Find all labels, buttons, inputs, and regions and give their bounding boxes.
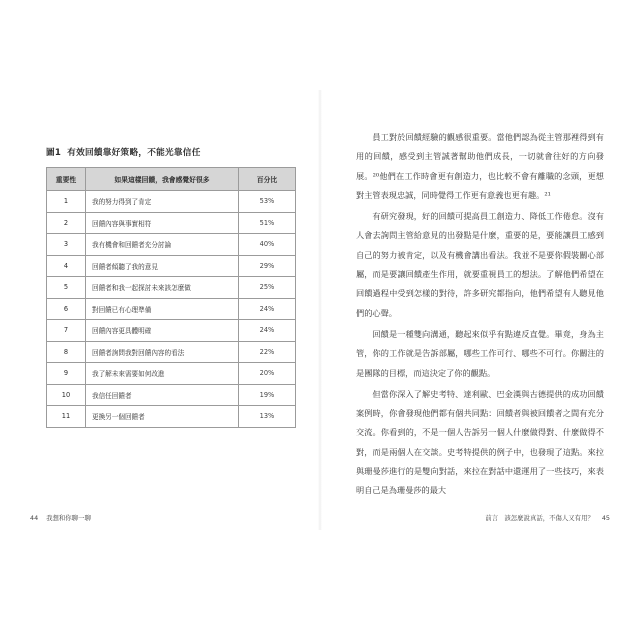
statement-cell: 更換另一個回饋者 (86, 406, 239, 428)
figure-title (46, 146, 207, 158)
rank-cell: 9 (47, 363, 86, 385)
statement-cell: 對回饋已有心理準備 (86, 298, 239, 320)
rank-cell: 10 (47, 384, 86, 406)
table-header-row (47, 168, 296, 191)
table-row (47, 298, 296, 320)
percent-cell: 51% (239, 212, 296, 234)
percent-cell: 24% (239, 298, 296, 320)
percent-cell: 20% (239, 363, 296, 385)
right-page-number: 45 (601, 514, 610, 522)
left-page-folio (30, 513, 91, 522)
percent-cell: 25% (239, 277, 296, 299)
survey-table (46, 167, 296, 428)
statement-cell: 回饋者傾聽了我的意見 (86, 255, 239, 277)
rank-cell: 7 (47, 320, 86, 342)
percent-cell: 22% (239, 341, 296, 363)
left-page-number: 44 (30, 514, 39, 522)
statement-cell: 回饋內容與事實相符 (86, 212, 239, 234)
table-row (47, 320, 296, 342)
percent-cell: 13% (239, 406, 296, 428)
table-row (47, 255, 296, 277)
percent-cell: 53% (239, 191, 296, 213)
table-row (47, 234, 296, 256)
statement-cell: 回饋者和我一起探討未來該怎麼做 (86, 277, 239, 299)
rank-cell: 8 (47, 341, 86, 363)
table-row (47, 212, 296, 234)
percent-cell: 40% (239, 234, 296, 256)
statement-cell: 回饋者詢問我對回饋內容的看法 (86, 341, 239, 363)
header-rank: 重要性 (47, 168, 86, 191)
figure-caption: 有效回饋靠好策略，不能光靠信任 (67, 148, 201, 158)
header-statement: 如果這樣回饋，我會感覺好很多 (86, 168, 239, 191)
table-row (47, 341, 296, 363)
rank-cell: 1 (47, 191, 86, 213)
rank-cell: 4 (47, 255, 86, 277)
statement-cell: 我信任回饋者 (86, 384, 239, 406)
percent-cell: 24% (239, 320, 296, 342)
table-row (47, 363, 296, 385)
rank-cell: 5 (47, 277, 86, 299)
body-paragraph: 但當你深入了解史考特、達利歐、巴金漢與古德提供的成功回饋案例時，你會發現他們都有個共同點：回饋者與被回饋者之間有充分交流。你看到的，不是一個人告訴另一個人什麼做得對、什麼做得不對，而是兩個人在交談。史考特提供的例子中，也發現了這點。來拉與珊曼莎進行的是雙向對話，來拉在對話中還運用了一些技巧，來表明自己是為珊曼莎的最大 (356, 388, 604, 496)
right-page-folio (485, 513, 610, 522)
table-row (47, 277, 296, 299)
statement-cell: 我了解未來需要如何改進 (86, 363, 239, 385)
statement-cell: 我的努力得到了肯定 (86, 191, 239, 213)
rank-cell: 6 (47, 298, 86, 320)
right-running-head: 前言 該怎麼說真話，不傷人又有用？ (485, 514, 594, 522)
body-paragraph: 有研究發現，好的回饋可提高員工創造力、降低工作倦怠。沒有人會去詢問主管給意見的出發點是什麼，重要的是，要能讓員工感到自己的努力被肯定，以及有機會講出看法。我並不是要你假裝關心部屬，而是要讓回饋產生作用，就要重視員工的想法。了解他們希望在回饋過程中受到怎樣的對待，許多研究都指向，他們希望有人聽見他們的心聲。 (356, 211, 604, 318)
header-percent: 百分比 (239, 168, 296, 191)
page-gutter (318, 90, 322, 530)
percent-cell: 19% (239, 384, 296, 406)
table-row (47, 406, 296, 428)
body-paragraph: 回饋是一種雙向溝通，聽起來似乎有點違反直覺。畢竟，身為主管，你的工作就是告訴部屬，哪些工作可行、哪些不可行。你關注的是團隊的目標，而這決定了你的觀點。 (356, 328, 604, 378)
right-page-body (356, 128, 604, 503)
body-paragraph: 員工對於回饋經驗的觀感很重要。當他們認為從主管那裡得到有用的回饋，感受到主管誠著幫助他們成長，一切就會往好的方向發展。²⁰他們在工作時會更有創造力，也比較不會有離職的念頭，更想對主管表現忠誠，同時覺得工作更有意義也更有趣。²¹ (356, 132, 604, 200)
figure-number: 圖1 (46, 148, 62, 158)
statement-cell: 回饋內容更具體明確 (86, 320, 239, 342)
rank-cell: 2 (47, 212, 86, 234)
percent-cell: 29% (239, 255, 296, 277)
table-row (47, 191, 296, 213)
left-running-head: 我想和你聊一聊 (46, 514, 91, 522)
rank-cell: 11 (47, 406, 86, 428)
table-row (47, 384, 296, 406)
statement-cell: 我有機會和回饋者充分討論 (86, 234, 239, 256)
rank-cell: 3 (47, 234, 86, 256)
